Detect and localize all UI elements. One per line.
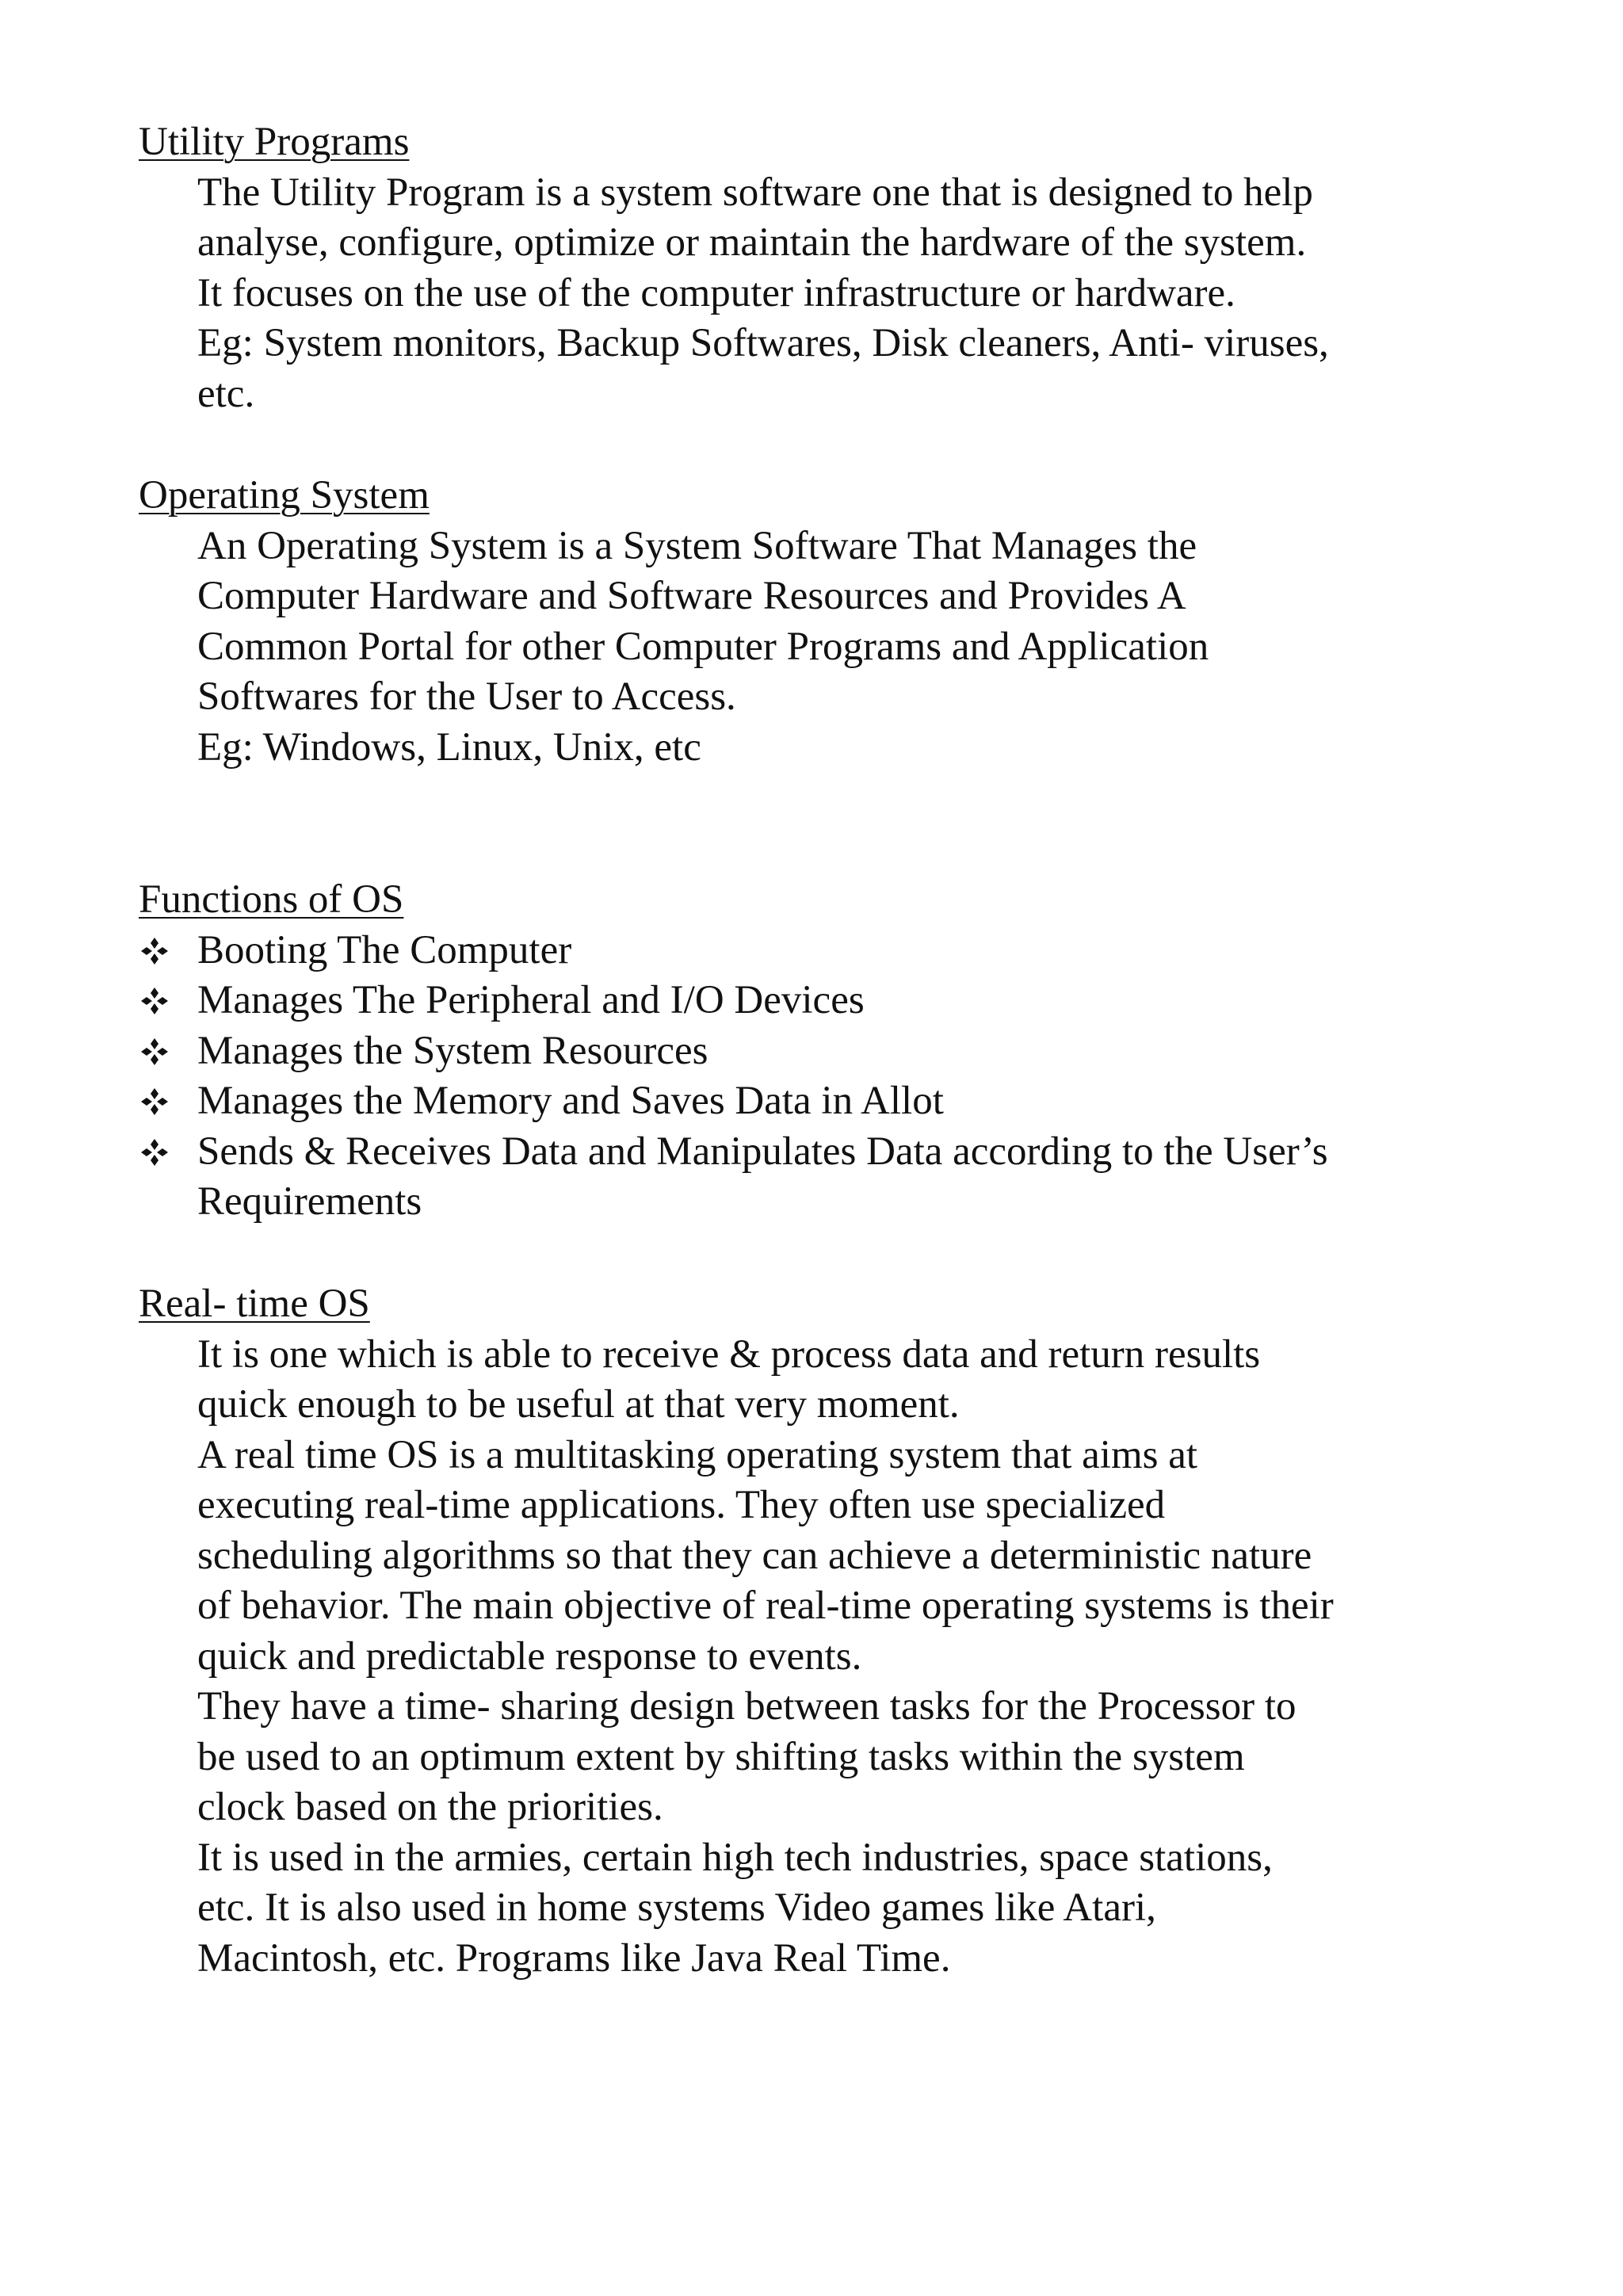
bullet-text-continuation: Requirements xyxy=(197,1179,422,1224)
bullet-text: Booting The Computer xyxy=(197,927,572,972)
text-line: executing real-time applications. They often use specialized xyxy=(197,1483,1166,1527)
bullet-text: Manages The Peripheral and I/O Devices xyxy=(197,978,865,1022)
text-line: of behavior. The main objective of real-time operating systems is their xyxy=(197,1584,1334,1628)
bullet-text: Sends & Receives Data and Manipulates Data according to the User’s xyxy=(197,1129,1328,1174)
four-diamond-bullet-icon xyxy=(139,1076,178,1127)
section-functions-of-os xyxy=(139,875,1486,1228)
heading-utility-programs: Utility Programs xyxy=(139,120,410,164)
text-line: Eg: Windows, Linux, Unix, etc xyxy=(197,724,701,770)
section-real-time-os xyxy=(139,1279,1486,1984)
text-line: etc. It is also used in home systems Video games like Atari, xyxy=(197,1885,1156,1930)
list-item xyxy=(139,1076,1486,1127)
text-line: Macintosh, etc. Programs like Java Real Time. xyxy=(197,1935,951,1981)
heading-operating-system: Operating System xyxy=(139,473,430,518)
text-line: scheduling algorithms so that they can achieve a deterministic nature xyxy=(197,1533,1312,1578)
four-diamond-bullet-icon xyxy=(139,1026,178,1077)
text-line: Computer Hardware and Software Resources and Provides A xyxy=(197,574,1186,618)
list-item xyxy=(139,976,1486,1026)
section-operating-system xyxy=(139,471,1486,773)
four-diamond-bullet-icon xyxy=(139,926,178,976)
utility-programs-paragraph xyxy=(139,168,1497,420)
text-line: Common Portal for other Computer Programs and Application xyxy=(197,624,1209,669)
text-line: quick and predictable response to events. xyxy=(197,1633,862,1679)
list-item xyxy=(139,1127,1486,1228)
list-item xyxy=(139,926,1486,976)
list-item xyxy=(139,1026,1486,1077)
text-line: They have a time- sharing design between tasks for the Processor to xyxy=(197,1684,1296,1729)
heading-functions-of-os: Functions of OS xyxy=(139,877,404,922)
text-line: It focuses on the use of the computer infrastructure or hardware. xyxy=(197,270,1235,315)
operating-system-paragraph xyxy=(139,521,1497,774)
text-line: Eg: System monitors, Backup Softwares, Disk cleaners, Anti- viruses, xyxy=(197,321,1329,365)
text-line: It is used in the armies, certain high tech industries, space stations, xyxy=(197,1835,1273,1880)
text-line: The Utility Program is a system software one that is designed to help xyxy=(197,170,1313,215)
text-line: analyse, configure, optimize or maintain the hardware of the system. xyxy=(197,220,1307,265)
text-line: It is one which is able to receive & process data and return results xyxy=(197,1331,1261,1377)
text-line: An Operating System is a System Software That Manages the xyxy=(197,523,1197,568)
text-line: be used to an optimum extent by shifting tasks within the system xyxy=(197,1734,1245,1779)
four-diamond-bullet-icon xyxy=(139,1127,178,1178)
text-line: clock based on the priorities. xyxy=(197,1785,663,1829)
text-line: Softwares for the User to Access. xyxy=(197,674,736,719)
section-utility-programs xyxy=(139,117,1486,419)
text-line: quick enough to be useful at that very moment. xyxy=(197,1382,960,1427)
four-diamond-bullet-icon xyxy=(139,976,178,1026)
heading-real-time-os: Real- time OS xyxy=(139,1282,370,1326)
text-line: A real time OS is a multitasking operating system that aims at xyxy=(197,1432,1198,1477)
bullet-text: Manages the Memory and Saves Data in Allot xyxy=(197,1079,944,1123)
text-line: etc. xyxy=(197,371,255,416)
bullet-text: Manages the System Resources xyxy=(197,1028,708,1073)
real-time-os-paragraph xyxy=(139,1330,1497,1985)
functions-bullet-list xyxy=(139,926,1486,1228)
